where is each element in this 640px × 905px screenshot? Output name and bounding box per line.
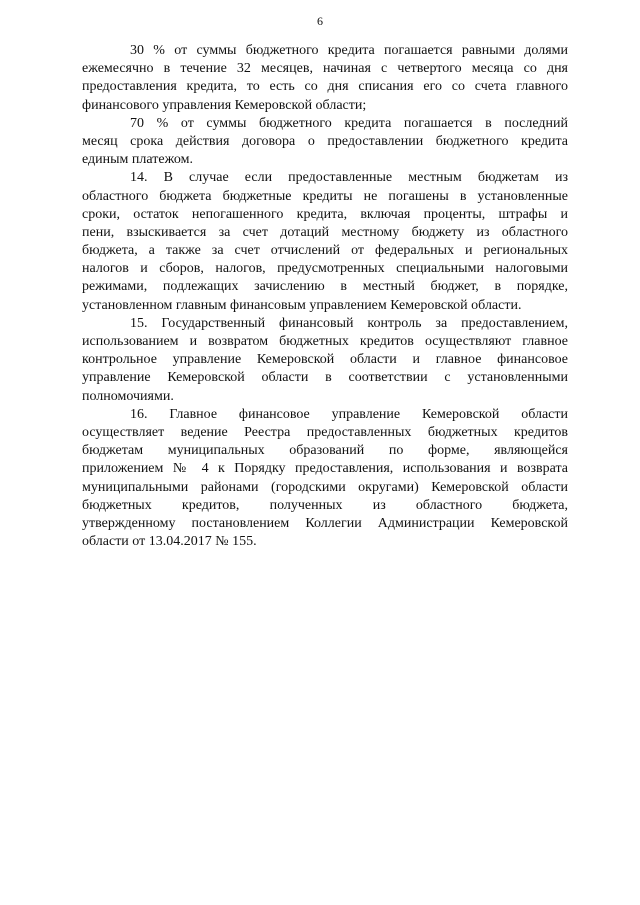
paragraph-repayment-30-percent	[82, 42, 568, 115]
paragraph-line: 16. Главное финансовое управление Кемеровской области	[130, 406, 568, 422]
paragraph-line: единым платежом.	[82, 152, 193, 168]
paragraph-repayment-70-percent	[82, 115, 568, 170]
paragraph-line: режимами, подлежащих зачислению в местный бюджет, в порядке,	[82, 279, 568, 295]
paragraph-line: полномочиями.	[82, 388, 174, 404]
paragraph-line: 70 % от суммы бюджетного кредита погашается в последний	[130, 115, 568, 131]
paragraph-line: областного бюджета бюджетные кредиты не погашены в установленные	[82, 188, 568, 204]
paragraph-line: 15. Государственный финансовый контроль за предоставлением,	[130, 315, 568, 331]
paragraph-line: бюджета, а также за счет отчислений от федеральных и региональных	[82, 243, 568, 259]
paragraph-line: утвержденному постановлением Коллегии Администрации Кемеровской	[82, 515, 568, 531]
paragraph-item-15	[82, 315, 568, 406]
paragraph-line: бюджетных кредитов, полученных из областного бюджета,	[82, 497, 568, 513]
paragraph-line: приложением № 4 к Порядку предоставления, использования и возврата	[82, 461, 568, 477]
paragraph-line: установленном главным финансовым управлением Кемеровской области.	[82, 297, 522, 313]
paragraph-line: бюджетам муниципальных образований по форме, являющейся	[82, 443, 568, 459]
paragraph-line: муниципальными районами (городскими округами) Кемеровской области	[82, 479, 568, 495]
document-body	[82, 42, 568, 551]
paragraph-line: пени, взыскивается за счет дотаций местному бюджету из областного	[82, 224, 568, 240]
paragraph-line: контрольное управление Кемеровской области и главное финансовое	[82, 352, 568, 368]
paragraph-item-14	[82, 169, 568, 315]
paragraph-line: управление Кемеровской области в соответствии с установленными	[82, 370, 568, 386]
paragraph-line: осуществляет ведение Реестра предоставленных бюджетных кредитов	[82, 424, 568, 440]
page-number: 6	[317, 14, 323, 28]
paragraph-line: финансового управления Кемеровской области;	[82, 97, 367, 113]
paragraph-line: 14. В случае если предоставленные местным бюджетам из	[130, 170, 568, 186]
paragraph-line: предоставления кредита, то есть со дня списания его со счета главного	[82, 79, 568, 95]
paragraph-line: 30 % от суммы бюджетного кредита погашается равными долями	[130, 43, 568, 58]
paragraph-line: области от 13.04.2017 № 155.	[82, 534, 257, 550]
paragraph-line: ежемесячно в течение 32 месяцев, начиная с четвертого месяца со дня	[82, 61, 568, 77]
paragraph-item-16	[82, 406, 568, 552]
paragraph-line: сроки, остаток непогашенного кредита, включая проценты, штрафы и	[82, 206, 568, 222]
paragraph-line: налогов и сборов, налогов, предусмотренных специальными налоговыми	[82, 261, 568, 277]
paragraph-line: использованием и возвратом бюджетных кредитов осуществляют главное	[82, 334, 568, 349]
paragraph-line: месяц срока действия договора о предоставлении бюджетного кредита	[82, 133, 568, 149]
